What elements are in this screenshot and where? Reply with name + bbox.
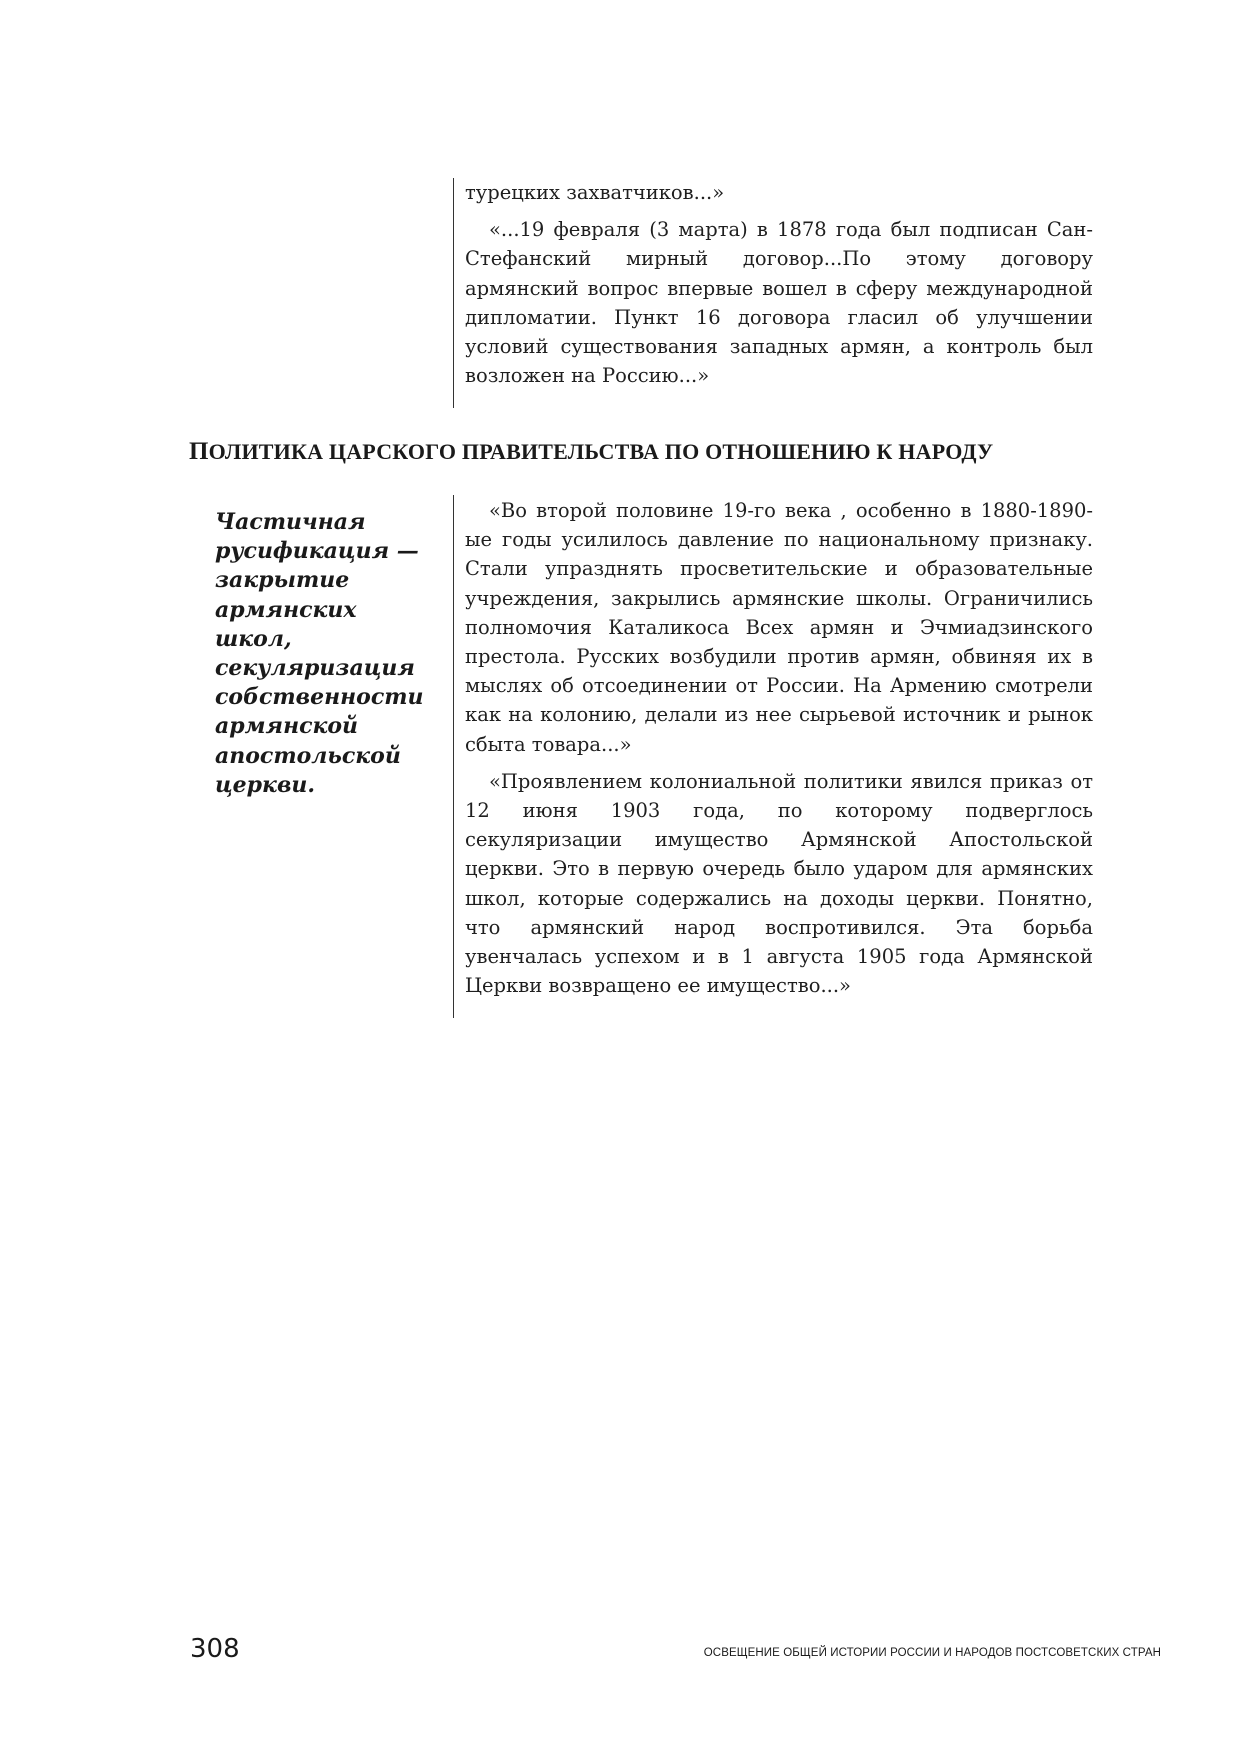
- sidebar-note: Частичная русификация — закрытие армянских школ, секуляризация собственности армянской апостольской церкви.: [215, 509, 424, 798]
- top-quote-continuation: турецких захватчиков...»: [465, 181, 725, 204]
- page-number: 308: [190, 1634, 240, 1664]
- quote-margin-rule-main: [453, 495, 454, 1018]
- top-quote-paragraph: «...19 февраля (3 марта) в 1878 года был подписан Сан-Стефанский мирный договор...По этому договору армянский вопрос впервые вошел в сферу международной дипломатии. Пункт 16 договора гласил об улучшении условий существования западных армян, а контроль был возложен на Россию...»: [465, 218, 1093, 388]
- section-heading: [189, 437, 1089, 467]
- section-heading-initial: П: [189, 438, 209, 465]
- section-heading-text: ОЛИТИКА ЦАРСКОГО ПРАВИТЕЛЬСТВА ПО ОТНОШЕНИЮ К НАРОДУ: [208, 439, 994, 464]
- quote-margin-rule-top: [453, 178, 454, 408]
- quote-paragraph-1: «Во второй половине 19-го века , особенно в 1880-1890-ые годы усилилось давление по национальному признаку. Стали упразднять просветительские и образовательные учреждения, закрылись армянские школы. Ограничились полномочия Каталикоса Всех армян и Эчмиадзинского престола. Русских возбудили против армян, обвиняя их в мыслях об отсоединении от России. На Армению смотрели как на колонию, делали из нее сырьевой источник и рынок сбыта товара...»: [465, 499, 1093, 756]
- top-quote-block: [465, 178, 1093, 390]
- running-footer-title: ОСВЕЩЕНИЕ ОБЩЕЙ ИСТОРИИ РОССИИ И НАРОДОВ ПОСТСОВЕТСКИХ СТРАН: [703, 1647, 1161, 1659]
- quote-paragraph-2: «Проявлением колониальной политики явился приказ от 12 июня 1903 года, по которому подверглось секуляризации имущество Армянской Апостольской церкви. Это в первую очередь было ударом для армянских школ, которые содержались на доходы церкви. Понятно, что армянский народ воспротивился. Эта борьба увенчалась успехом и в 1 августа 1905 года Армянской Церкви возвращено ее имущество...»: [465, 769, 1093, 998]
- main-quotes-block: [465, 496, 1093, 1000]
